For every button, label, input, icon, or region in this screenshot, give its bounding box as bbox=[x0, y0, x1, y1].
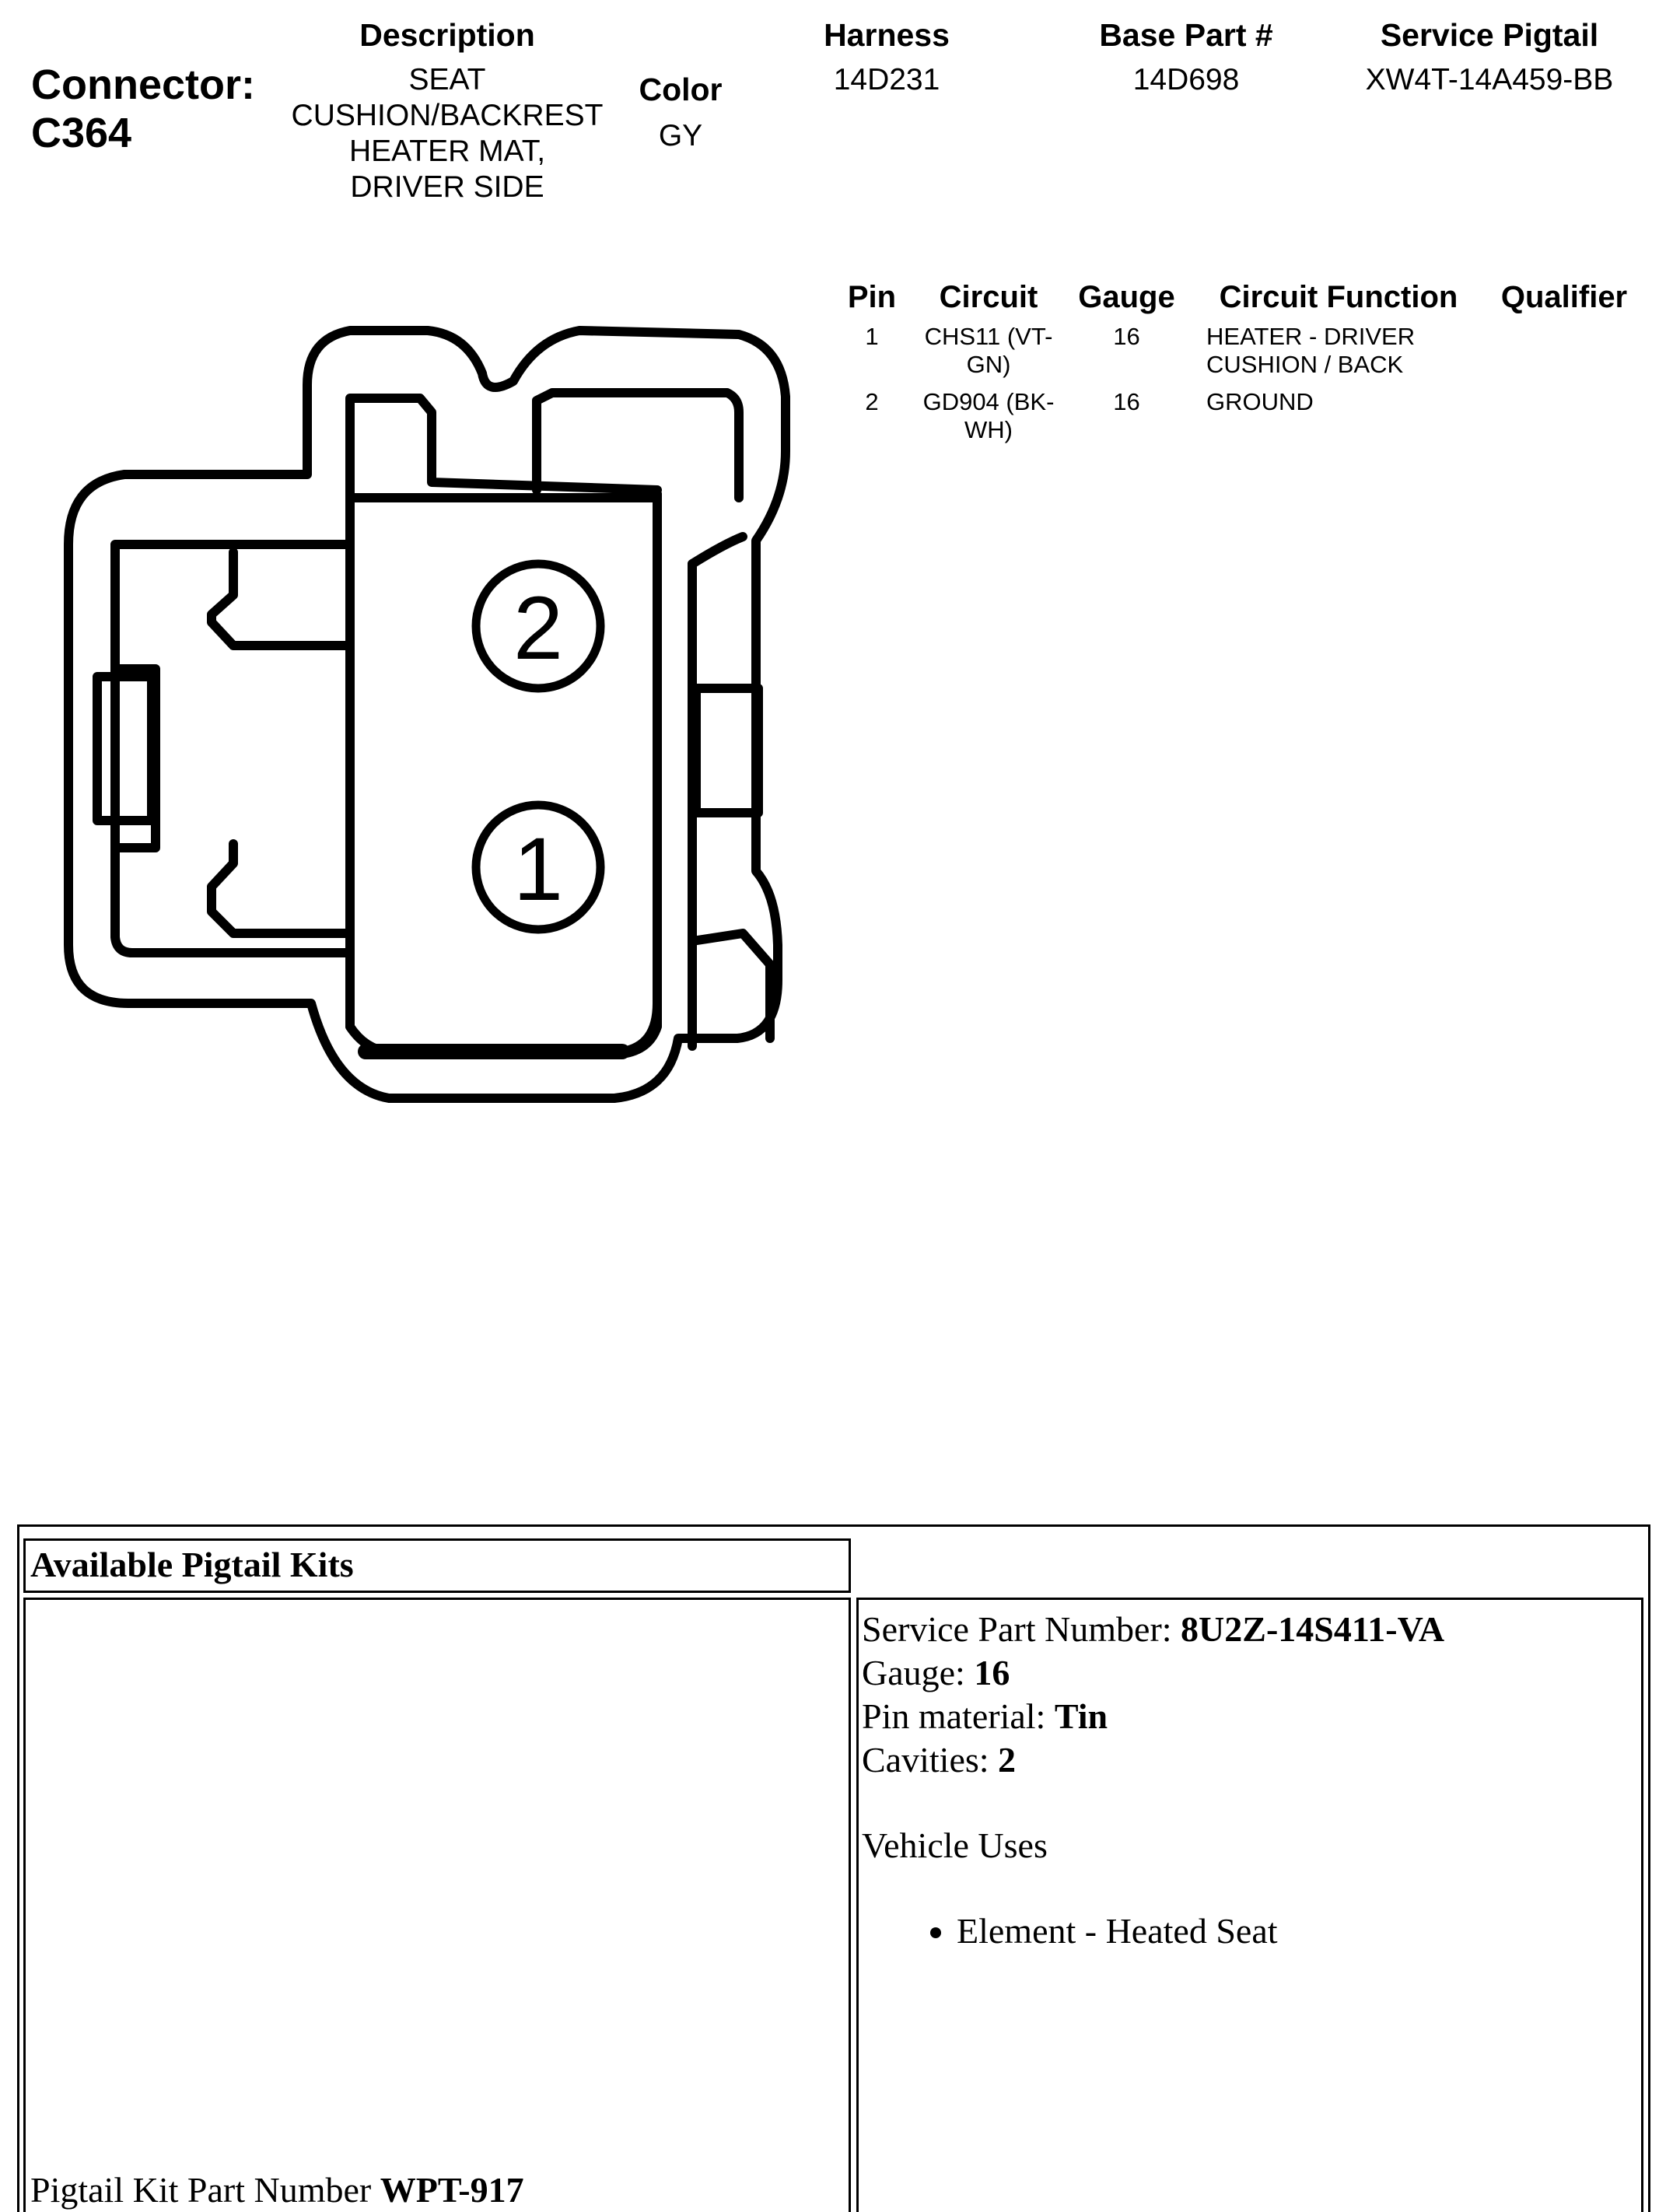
connector-label: Connector: bbox=[31, 61, 255, 108]
pigtail-kits-title: Available Pigtail Kits bbox=[30, 1545, 354, 1584]
service-part-number bbox=[862, 1608, 1641, 1651]
pigtail-kit-part-number bbox=[30, 2168, 524, 2212]
vehicle-uses-label: Vehicle Uses bbox=[862, 1825, 1048, 1865]
connector-top-right-tab bbox=[537, 393, 739, 498]
connector-face-diagram bbox=[0, 0, 856, 1136]
connector-id: C364 bbox=[31, 110, 132, 156]
connector-center-block bbox=[350, 498, 657, 1054]
qualifier-cell bbox=[1486, 323, 1642, 388]
description-line: HEATER MAT, bbox=[348, 135, 546, 168]
gauge-cell: 16 bbox=[1113, 323, 1140, 350]
service-pigtail-value: XW4T-14A459-BB bbox=[1365, 63, 1614, 96]
connector-left-latch bbox=[97, 677, 152, 821]
pigtail-kit-details-cell bbox=[856, 1598, 1643, 2212]
kit-cavities bbox=[862, 1738, 1641, 1782]
circuit-line: GD904 (BK- bbox=[922, 388, 1055, 415]
pigtail-kit-image-cell bbox=[23, 1598, 851, 2212]
function-column-header: Circuit Function bbox=[1219, 280, 1458, 314]
kit-gauge bbox=[862, 1651, 1641, 1695]
pigtail-kit-part-value: WPT-917 bbox=[380, 2170, 524, 2210]
harness-value: 14D231 bbox=[833, 63, 940, 96]
connector-right-tab-lower bbox=[692, 933, 770, 1038]
circuit-cell bbox=[915, 388, 1062, 453]
pin-table bbox=[829, 280, 1642, 453]
kit-gauge-value: 16 bbox=[974, 1653, 1010, 1692]
color-header: Color bbox=[639, 72, 723, 107]
circuit-column-header: Circuit bbox=[939, 280, 1038, 314]
service-part-value: 8U2Z-14S411-VA bbox=[1181, 1609, 1445, 1649]
table-row bbox=[829, 388, 1642, 453]
kit-cavities-label: Cavities: bbox=[862, 1740, 999, 1780]
base-part-value: 14D698 bbox=[1132, 63, 1240, 96]
circuit-line: CHS11 (VT- bbox=[924, 323, 1053, 350]
description-line: SEAT bbox=[408, 63, 486, 96]
qualifier-column-header: Qualifier bbox=[1500, 280, 1628, 314]
color-value: GY bbox=[658, 119, 703, 152]
description-header: Description bbox=[359, 17, 535, 53]
cavity-1-label: 1 bbox=[513, 820, 563, 919]
pin-cell: 2 bbox=[865, 388, 879, 415]
kit-pin-material bbox=[862, 1695, 1641, 1738]
kit-pin-material-value: Tin bbox=[1054, 1696, 1108, 1736]
qualifier-cell bbox=[1486, 388, 1642, 453]
pin-table-header-row bbox=[829, 280, 1642, 323]
function-line: GROUND bbox=[1206, 388, 1314, 415]
connector-lower-slot bbox=[212, 844, 350, 933]
pin-cell: 1 bbox=[865, 323, 879, 350]
function-cell bbox=[1191, 323, 1486, 388]
kit-pin-material-label: Pin material: bbox=[862, 1696, 1055, 1736]
gauge-cell: 16 bbox=[1113, 388, 1140, 415]
connector-upper-slot bbox=[212, 552, 350, 646]
pin-column-header: Pin bbox=[847, 280, 897, 314]
circuit-line: GN) bbox=[966, 351, 1011, 378]
cavity-2-label: 2 bbox=[513, 579, 563, 678]
service-pigtail-header: Service Pigtail bbox=[1380, 17, 1599, 53]
base-part-header: Base Part # bbox=[1099, 17, 1273, 53]
connector-right-latch bbox=[696, 688, 758, 813]
pigtail-kits-title-cell bbox=[23, 1538, 851, 1593]
list-item: • Element - Heated Seat bbox=[957, 1909, 1641, 1953]
harness-header: Harness bbox=[824, 17, 950, 53]
circuit-line: WH) bbox=[964, 416, 1013, 443]
gauge-column-header: Gauge bbox=[1078, 280, 1175, 314]
connector-right-tab-upper bbox=[692, 537, 743, 564]
description-line: CUSHION/BACKREST bbox=[291, 99, 604, 132]
description-line: DRIVER SIDE bbox=[350, 170, 544, 204]
kit-gauge-label: Gauge: bbox=[862, 1653, 975, 1692]
service-part-label: Service Part Number: bbox=[862, 1609, 1181, 1649]
function-cell bbox=[1191, 388, 1486, 453]
vehicle-uses-list bbox=[862, 1909, 1641, 1953]
function-line: CUSHION / BACK bbox=[1206, 351, 1404, 378]
circuit-cell bbox=[915, 323, 1062, 388]
kit-cavities-value: 2 bbox=[998, 1740, 1017, 1780]
pigtail-kit-part-label: Pigtail Kit Part Number bbox=[30, 2170, 380, 2210]
table-row bbox=[829, 323, 1642, 388]
function-line: HEATER - DRIVER bbox=[1206, 323, 1416, 350]
